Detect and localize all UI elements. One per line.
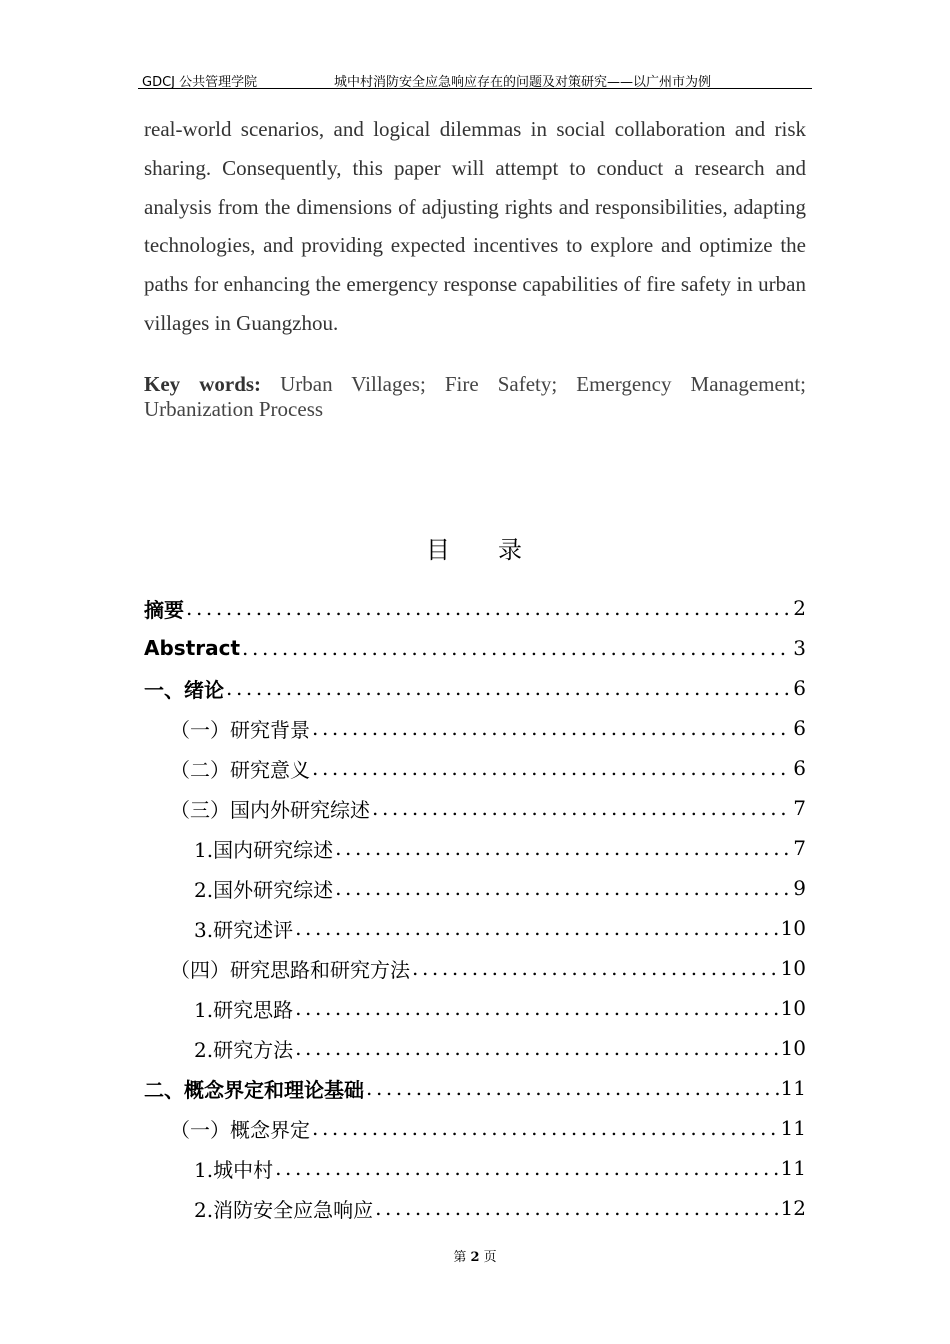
toc-entry-title: 2.国外研究综述 <box>194 877 334 902</box>
toc-entry-title: （二）研究意义 <box>170 757 310 782</box>
toc-entry[interactable] <box>144 908 806 948</box>
toc-entry-page: 10 <box>780 956 806 980</box>
toc-leader-dots <box>412 956 779 980</box>
toc-entry[interactable] <box>144 1068 806 1108</box>
toc-entry[interactable] <box>144 828 806 868</box>
footer-page-number: 2 <box>470 1250 480 1265</box>
toc-leader-dots <box>226 676 791 700</box>
header-institution: GDCJ 公共管理学院 <box>142 75 258 90</box>
toc-leader-dots <box>295 916 778 940</box>
toc-entry-page: 10 <box>780 916 806 940</box>
toc-entry[interactable] <box>144 1108 806 1148</box>
toc-entry[interactable] <box>144 1188 806 1228</box>
toc-leader-dots <box>366 1076 779 1100</box>
toc-leader-dots <box>312 1116 779 1140</box>
toc-entry[interactable] <box>144 868 806 908</box>
toc-leader-dots <box>275 1156 778 1180</box>
toc-title <box>0 530 950 565</box>
toc-leader-dots <box>295 996 778 1020</box>
toc-entry-title: 一、绪论 <box>144 677 224 702</box>
header-thesis-title: 城中村消防安全应急响应存在的问题及对策研究——以广州市为例 <box>334 75 712 90</box>
toc-entry-page: 11 <box>780 1156 806 1180</box>
toc-entry-page: 11 <box>780 1076 806 1100</box>
toc-leader-dots <box>186 596 791 620</box>
toc-entry-page: 11 <box>780 1116 806 1140</box>
toc-entry-title: 3.研究述评 <box>194 917 294 942</box>
toc-entry-title: （一）研究背景 <box>170 717 310 742</box>
toc-entry[interactable] <box>144 668 806 708</box>
toc-entry-title: 2.消防安全应急响应 <box>194 1197 374 1222</box>
keywords-label: Key words: <box>144 372 262 396</box>
keywords-text: Urban Villages; Fire Safety; Emergency Management; Urbanization Process <box>144 372 806 421</box>
toc-leader-dots <box>372 796 791 820</box>
toc-title-part: 录 <box>498 536 524 564</box>
toc-entry[interactable] <box>144 708 806 748</box>
toc-entry-title: 1.城中村 <box>194 1157 274 1182</box>
toc-entry[interactable] <box>144 988 806 1028</box>
toc-entry-title: 1.研究思路 <box>194 997 294 1022</box>
toc-entry-page: 10 <box>780 996 806 1020</box>
toc-entry-page: 2 <box>793 596 806 620</box>
toc-entry-page: 7 <box>793 796 806 820</box>
toc-entry-page: 10 <box>780 1036 806 1060</box>
toc-leader-dots <box>335 876 791 900</box>
toc-entry-title: 摘要 <box>144 597 184 622</box>
toc-leader-dots <box>335 836 791 860</box>
toc-entry[interactable] <box>144 1148 806 1188</box>
toc-leader-dots <box>375 1196 778 1220</box>
toc-entry-page: 9 <box>793 876 806 900</box>
toc-entry[interactable] <box>144 1028 806 1068</box>
toc-entry-page: 6 <box>793 676 806 700</box>
abstract-paragraph: real-world scenarios, and logical dilemmas in social collaboration and risk sharing. Consequently, this paper will attempt to conduct a research and analysis from the dimensions of adjusting rights and responsibilities, adapting technologies, and providing expected incentives to explore and optimize the paths for enhancing the emergency response capabilities of fire safety in urban villages in Guangzhou. <box>144 117 806 335</box>
toc-leader-dots <box>295 1036 778 1060</box>
toc-entry[interactable] <box>144 748 806 788</box>
toc-entry-title: 二、概念界定和理论基础 <box>144 1077 364 1102</box>
toc-leader-dots <box>312 716 791 740</box>
toc-entry[interactable] <box>144 788 806 828</box>
toc-leader-dots <box>242 636 791 660</box>
toc-entry-title: （三）国内外研究综述 <box>170 797 370 822</box>
toc-entry-page: 12 <box>780 1196 806 1220</box>
footer-prefix: 第 <box>453 1250 467 1265</box>
toc-entry-page: 3 <box>793 636 806 660</box>
page-footer <box>0 1246 950 1265</box>
toc-entry-title: 1.国内研究综述 <box>194 837 334 862</box>
toc-entry-title: 2.研究方法 <box>194 1037 294 1062</box>
toc-entry[interactable] <box>144 948 806 988</box>
toc-entry-page: 6 <box>793 716 806 740</box>
table-of-contents <box>144 588 806 1228</box>
footer-suffix: 页 <box>483 1250 497 1265</box>
toc-entry-page: 6 <box>793 756 806 780</box>
toc-entry-title: Abstract <box>144 636 241 660</box>
toc-entry-title: （一）概念界定 <box>170 1117 310 1142</box>
page-header <box>138 68 812 89</box>
toc-entry-page: 7 <box>793 836 806 860</box>
toc-entry[interactable] <box>144 628 806 668</box>
toc-title-part: 目 <box>426 536 452 564</box>
toc-entry[interactable] <box>144 588 806 628</box>
toc-entry-title: （四）研究思路和研究方法 <box>170 957 410 982</box>
keywords <box>144 372 806 422</box>
toc-leader-dots <box>312 756 791 780</box>
